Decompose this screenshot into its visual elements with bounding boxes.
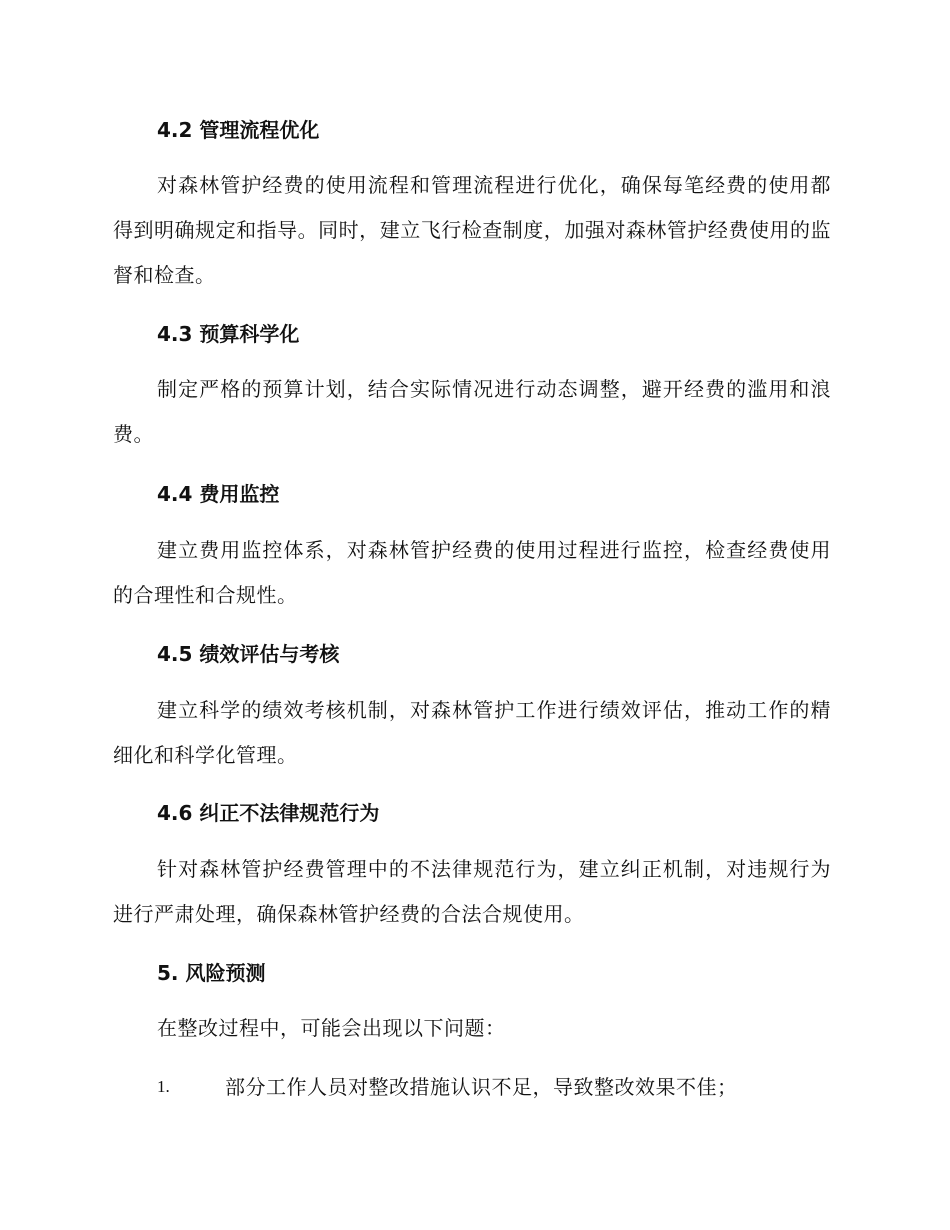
list-item-number: 1. (157, 1077, 170, 1096)
section-heading-4-4: 4.4 费用监控 (157, 482, 280, 506)
section-body-4-5: 建立科学的绩效考核机制，对森林管护工作进行绩效评估，推动工作的精细化和科学化管理。 (113, 698, 831, 767)
section-body-4-6: 针对森林管护经费管理中的不法律规范行为，建立纠正机制，对违规行为进行严肃处理，确保森林管护经费的合法合规使用。 (113, 857, 831, 926)
section-body-4-4: 建立费用监控体系，对森林管护经费的使用过程进行监控，检查经费使用的合理性和合规性。 (113, 538, 831, 607)
section-heading-4-6: 4.6 纠正不法律规范行为 (157, 801, 380, 825)
section-body-4-3: 制定严格的预算计划，结合实际情况进行动态调整，避开经费的滥用和浪费。 (113, 377, 831, 446)
section-body-5: 在整改过程中，可能会出现以下问题： (157, 1016, 506, 1040)
list-item-text: 部分工作人员对整改措施认识不足，导致整改效果不佳； (225, 1075, 738, 1099)
section-heading-5: 5. 风险预测 (157, 961, 266, 985)
section-heading-4-2: 4.2 管理流程优化 (157, 118, 320, 142)
section-body-4-2: 对森林管护经费的使用流程和管理流程进行优化，确保每笔经费的使用都得到明确规定和指导。同时，建立飞行检查制度，加强对森林管护经费使用的监督和检查。 (113, 173, 831, 287)
section-heading-4-5: 4.5 绩效评估与考核 (157, 642, 340, 666)
section-heading-4-3: 4.3 预算科学化 (157, 322, 300, 346)
